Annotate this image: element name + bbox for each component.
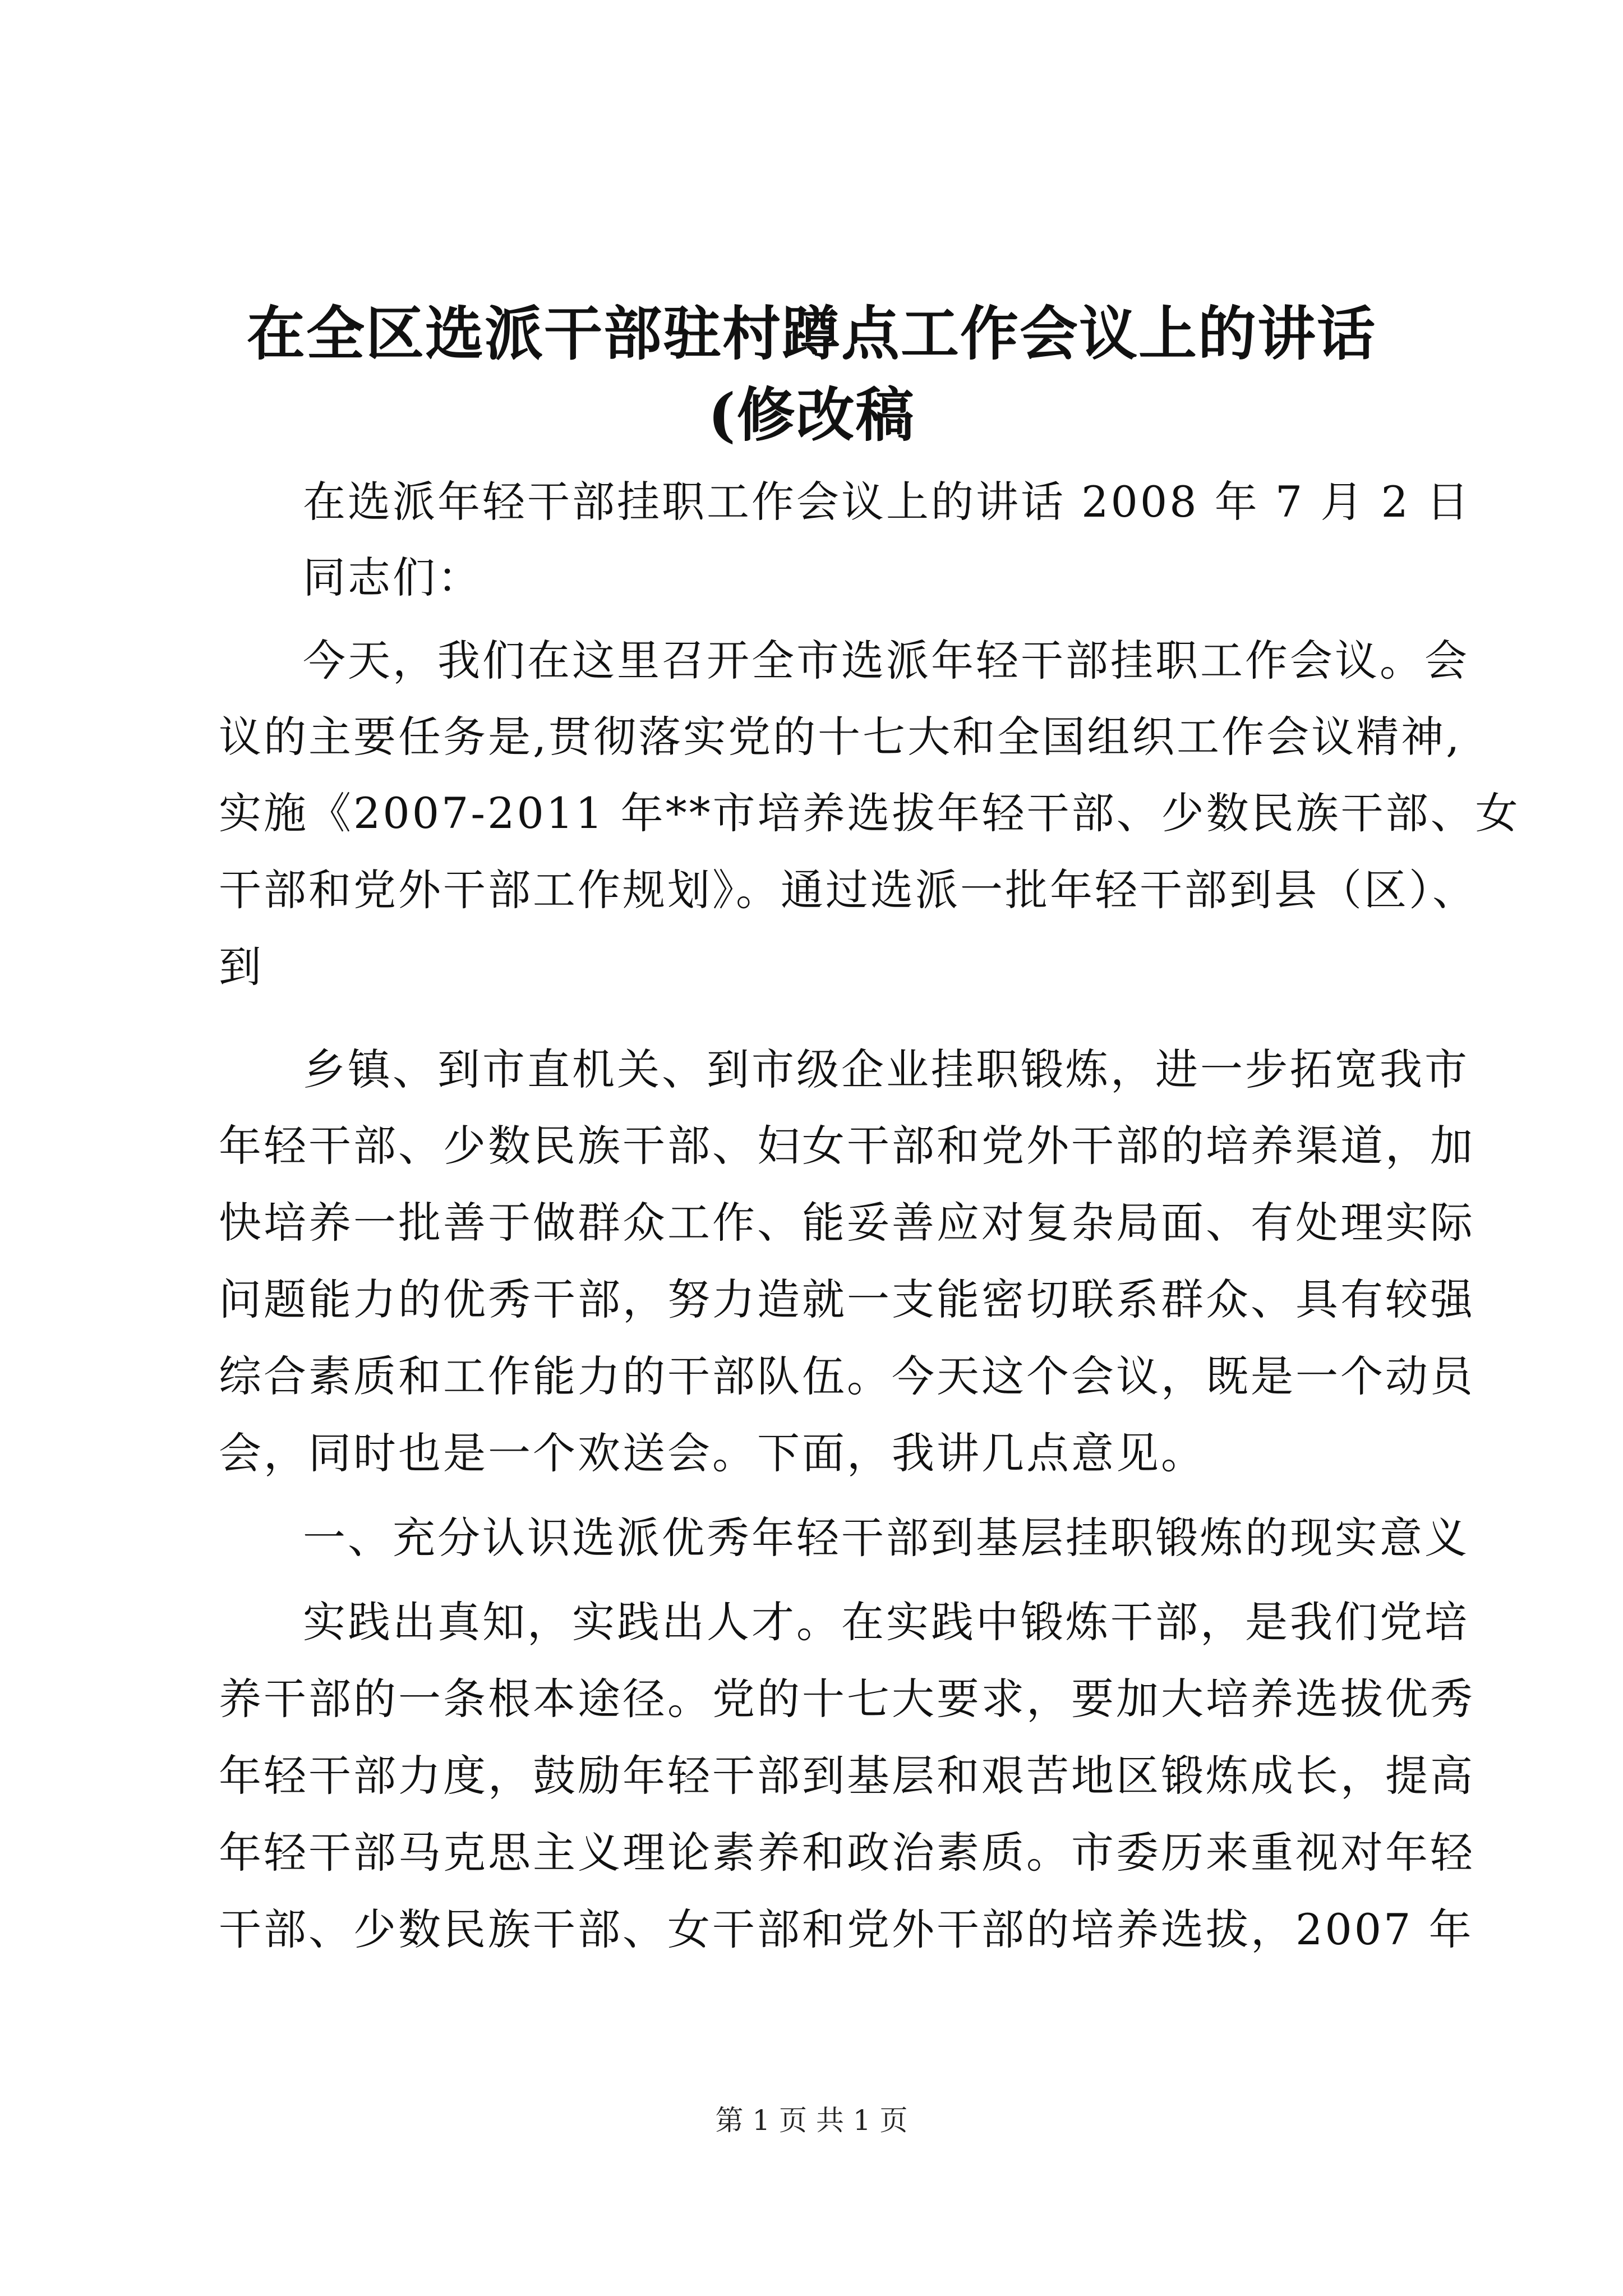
document-title-line-2: (修改稿: [708, 380, 915, 449]
document-title-line-1: 在全区选派干部驻村蹲点工作会议上的讲话: [246, 299, 1376, 368]
paragraph-line: 年轻干部、少数民族干部、妇女干部和党外干部的培养渠道，加: [219, 1121, 1475, 1171]
paragraph-line: 快培养一批善于做群众工作、能妥善应对复杂局面、有处理实际: [219, 1198, 1475, 1248]
paragraph-line: 到: [219, 942, 264, 992]
salutation: 同志们：: [303, 553, 482, 602]
paragraph-line: 综合素质和工作能力的干部队伍。今天这个会议，既是一个动员: [219, 1351, 1475, 1401]
paragraph-line: 问题能力的优秀干部，努力造就一支能密切联系群众、具有较强: [219, 1274, 1475, 1324]
page-footer: 第 1 页 共 1 页: [715, 2104, 908, 2137]
paragraph-line: 会，同时也是一个欢送会。下面，我讲几点意见。: [219, 1428, 1206, 1478]
paragraph-line: 乡镇、到市直机关、到市级企业挂职锻炼，进一步拓宽我市: [303, 1045, 1469, 1094]
paragraph-line: 实践出真知，实践出人才。在实践中锻炼干部，是我们党培: [303, 1597, 1469, 1647]
paragraph-line: 今天，我们在这里召开全市选派年轻干部挂职工作会议。会: [303, 636, 1469, 685]
paragraph-line: 实施《2007-2011 年**市培养选拔年轻干部、少数民族干部、女: [219, 788, 1520, 838]
section-heading: 一、充分认识选派优秀年轻干部到基层挂职锻炼的现实意义: [303, 1513, 1469, 1563]
paragraph-line: 养干部的一条根本途径。党的十七大要求，要加大培养选拔优秀: [219, 1674, 1475, 1724]
paragraph-line: 年轻干部马克思主义理论素养和政治素质。市委历来重视对年轻: [219, 1828, 1475, 1878]
paragraph-line: 年轻干部力度，鼓励年轻干部到基层和艰苦地区锻炼成长，提高: [219, 1751, 1475, 1801]
subtitle-line: 在选派年轻干部挂职工作会议上的讲话 2008 年 7 月 2 日: [303, 477, 1472, 527]
paragraph-line: 干部和党外干部工作规划》。通过选派一批年轻干部到县（区）、: [219, 865, 1477, 915]
paragraph-line: 议的主要任务是,贯彻落实党的十七大和全国组织工作会议精神,: [219, 712, 1462, 762]
paragraph-line: 干部、少数民族干部、女干部和党外干部的培养选拔，2007 年: [219, 1904, 1474, 1954]
